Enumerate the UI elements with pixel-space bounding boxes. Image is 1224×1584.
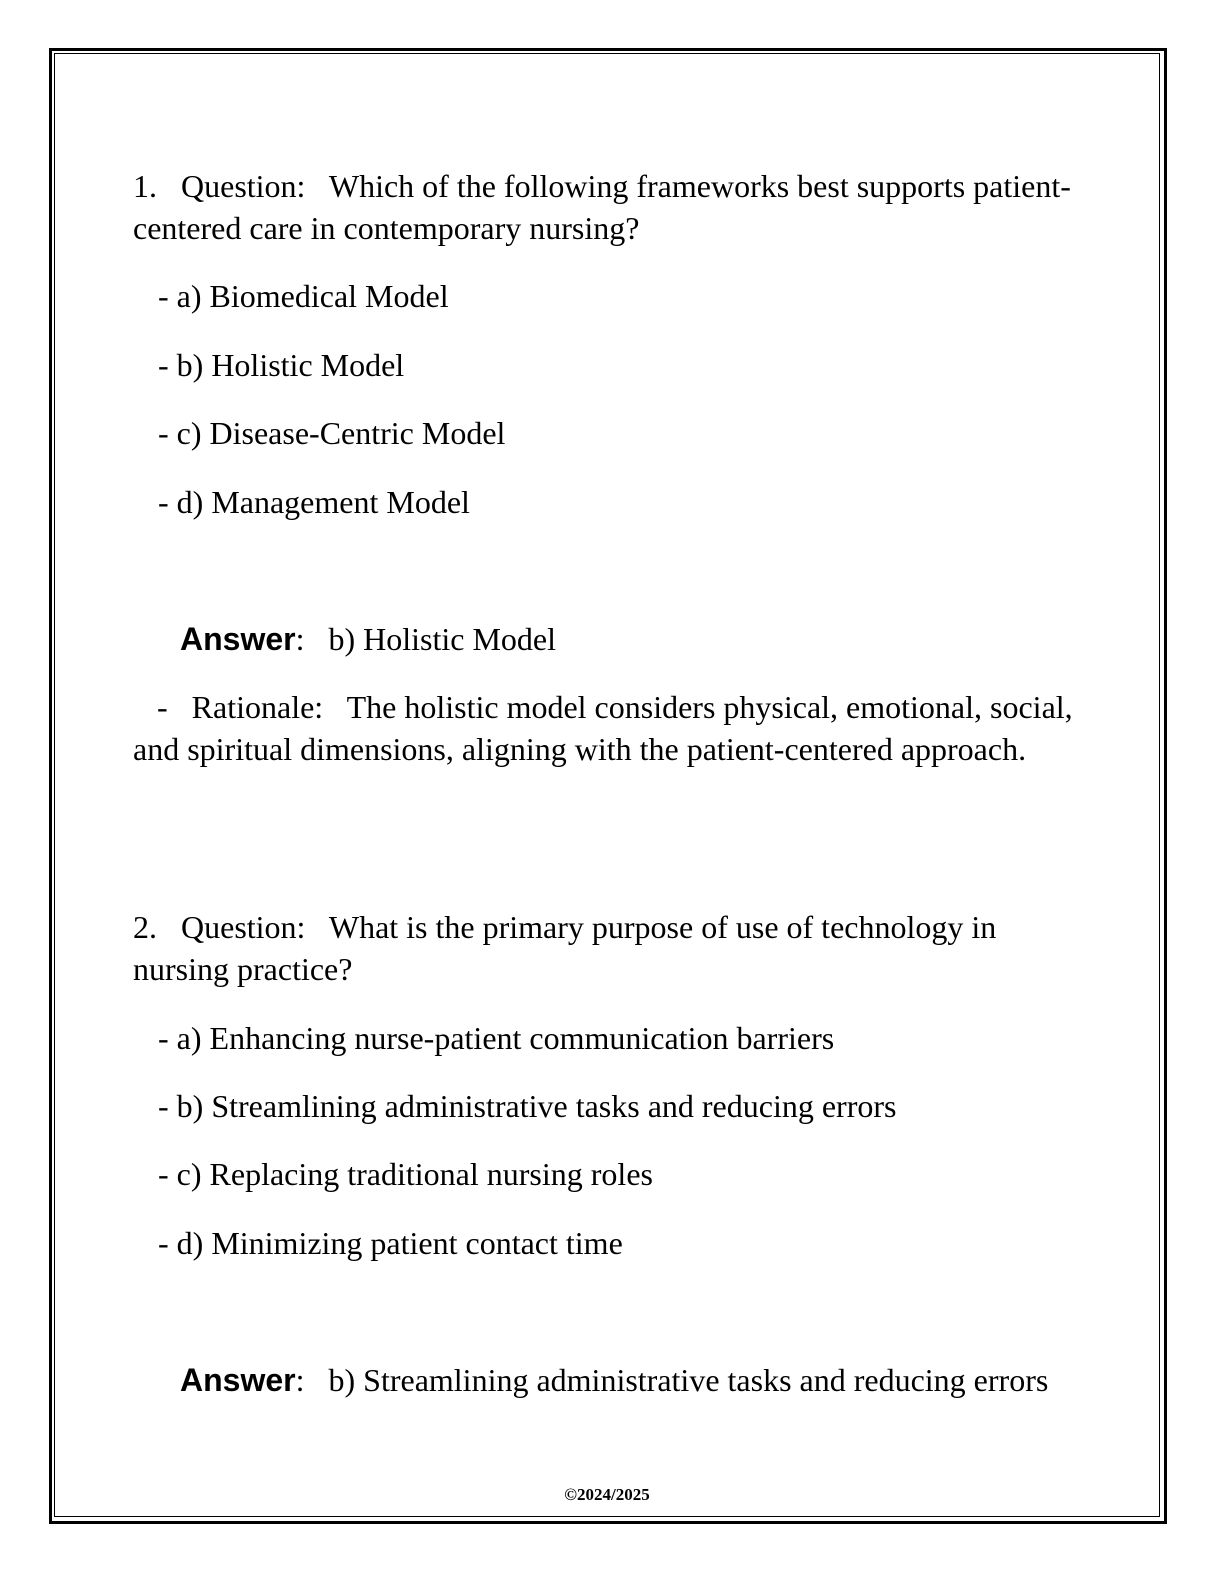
- rationale-text: The holistic model considers physical, emotional, social, and spiritual dimensions, aligning with the patient-centered approach.: [133, 689, 1073, 767]
- footer-copyright: ©2024/2025: [564, 1485, 650, 1504]
- option-2a: - a) Enhancing nurse-patient communication barriers: [158, 1020, 835, 1056]
- question-text: What is the primary purpose of use of technology in nursing practice?: [133, 909, 997, 987]
- answer-2: Answer: b) Streamlining administrative tasks and reducing errors: [180, 1362, 1049, 1398]
- question-2: [133, 907, 1078, 990]
- question-label: Question:: [181, 168, 306, 204]
- question-number: 1.: [133, 168, 157, 204]
- rationale-1: - Rationale: The holistic model considers physical, emotional, social, and spiritual dimensions, aligning with the patient-centered approach.: [133, 689, 1073, 767]
- question-number: 2.: [133, 909, 157, 945]
- option-1d: - d) Management Model: [158, 484, 470, 520]
- answer-text: b) Streamlining administrative tasks and reducing errors: [328, 1362, 1049, 1398]
- option-1a: - a) Biomedical Model: [158, 278, 449, 314]
- answer-text: b) Holistic Model: [328, 621, 557, 657]
- question-1: [133, 166, 1078, 249]
- answer-label: Answer: [180, 621, 296, 657]
- option-2b: - b) Streamlining administrative tasks and reducing errors: [158, 1088, 897, 1124]
- rationale-label: Rationale:: [191, 689, 324, 725]
- option-1c: - c) Disease-Centric Model: [158, 415, 506, 451]
- option-1b: - b) Holistic Model: [158, 347, 405, 383]
- answer-label: Answer: [180, 1362, 296, 1398]
- option-2c: - c) Replacing traditional nursing roles: [158, 1156, 653, 1192]
- page-border-inner: [54, 53, 1160, 1517]
- question-label: Question:: [181, 909, 306, 945]
- question-text: Which of the following frameworks best supports patient-centered care in contemporary nursing?: [133, 168, 1071, 246]
- option-2d: - d) Minimizing patient contact time: [158, 1225, 623, 1261]
- answer-1: Answer: b) Holistic Model: [180, 621, 557, 657]
